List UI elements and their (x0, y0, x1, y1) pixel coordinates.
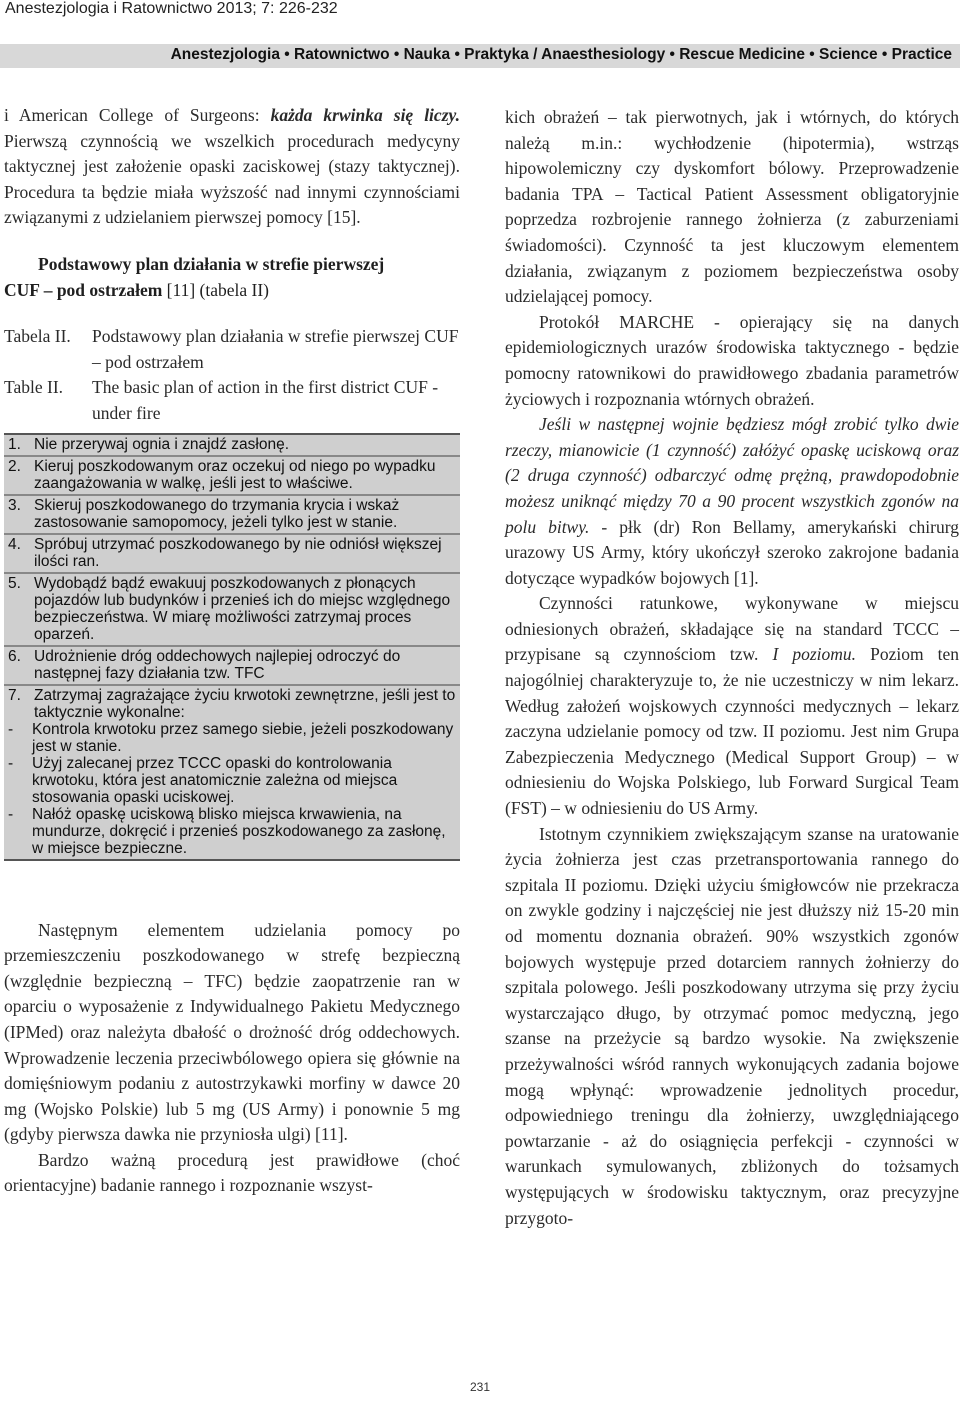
row-text: Kieruj poszkodowanym oraz oczekuj od niego po wypadku zaangażowania w walkę, jeśli jest to właściwe. (34, 457, 436, 492)
plan-table (4, 433, 460, 861)
heading-line-2: CUF – pod ostrzałem (4, 279, 163, 300)
table-caption (4, 324, 460, 426)
page-number: 231 (469, 1380, 491, 1394)
p4-part-b: Poziom ten najogólniej charakteryzuje to, że nie uczestniczy w nim lekarz. Według założeń wojskowych czynności medycznych – lekarz zaczyna udzielanie pomocy od tzw. II poziomu. Jest nim Grupa Zabezpieczenia Medycznego (Medical Support Group) – w odniesieniu do Wojska Polskiego, lub Forward Surgical Team (FST) – w odniesieniu do US Army. (505, 644, 959, 819)
body-paragraph (505, 591, 959, 821)
table-row (4, 686, 460, 861)
sub-dash: - (8, 754, 14, 772)
caption-text-pl: Podstawowy plan działania w strefie pierwszej CUF – pod ostrzałem (92, 326, 459, 372)
journal-tagline: Anestezjologia • Ratownictwo • Nauka • Praktyka / Anaesthesiology • Rescue Medicine • Science • Practice (170, 46, 952, 63)
row-number: 4. (8, 535, 21, 553)
body-paragraph: Następnym elementem udzielania pomocy po przemieszczeniu poszkodowanego w strefę bezpieczną (względnie bezpieczną – TFC) będzie zaopatrzenie ran w oparciu o wyposażenie z Indywidualnego Pakietu Medycznego (IPMed) oraz należyta dbałość o drożność dróg oddechowych. Wprowadzenie leczenia przeciwbólowego opiera się głównie na domięśniowym podaniu z autostrzykawki morfiny w dawce 20 mg (Wojsko Polskie) lub 5 mg (US Army) i ponownie 5 mg (gdyby pierwsza dawka nie przyniosła ulgi) [11]. (4, 919, 460, 1145)
row-text: Zatrzymaj zagrażające życiu krwotoki zewnętrzne, jeśli jest to taktycznie wykonalne: (34, 686, 456, 721)
row-text: Spróbuj utrzymać poszkodowanego by nie odniósł większej ilości ran. (34, 535, 442, 570)
row-number: 5. (8, 574, 21, 592)
row-number: 1. (8, 435, 21, 453)
journal-header-band (0, 44, 960, 68)
journal-reference: Anestezjologia i Ratownictwo 2013; 7: 226-232 (5, 0, 338, 17)
p4-emphasis: I poziomu. (772, 644, 857, 665)
row-number: 3. (8, 496, 21, 514)
caption-key-pl: Tabela II. (4, 326, 71, 347)
row-text: Nie przerywaj ognia i znajdź zasłonę. (34, 435, 290, 453)
table-row (4, 535, 460, 574)
caption-text-en: The basic plan of action in the first district CUF - under fire (92, 377, 439, 423)
row-number: 6. (8, 647, 21, 665)
intro-emphasis: każda krwinka się liczy. (270, 105, 460, 125)
sub-text: Nałóż opaskę uciskową blisko miejsca krwawienia, na mundurze, dokręcić i przenieś poszkodowanego za zasłonę, w miejsce bezpieczne. (32, 805, 446, 857)
heading-line-1: Podstawowy plan działania w strefie pierwszej (38, 253, 385, 274)
row-text: Skieruj poszkodowanego do trzymania krycia i wskaż zastosowanie samopomocy, jeżeli tylko jest w stanie. (34, 496, 400, 531)
intro-rest: Pierwszą czynnością we wszelkich procedurach medycyny taktycznej jest założenie opaski zaciskowej (stazy taktycznej). Procedura ta będzie miała wyższość nad innymi czynnościami związanymi z udzielaniem pierwszej pomocy [15]. (4, 130, 460, 228)
sub-item (8, 755, 456, 806)
sub-item (8, 721, 456, 755)
right-column (505, 105, 959, 1231)
row-number: 2. (8, 457, 21, 475)
sub-text: Kontrola krwotoku przez samego siebie, jeżeli poszkodowany jest w stanie. (32, 720, 454, 755)
table-row (4, 435, 460, 457)
quote-attribution: - płk (dr) Ron Bellamy, amerykański chirurg urazowy US Army, który ukończył szeroko zakrojone badania dotyczące wypadków bojowych [1]. (505, 516, 960, 588)
quote-paragraph (505, 412, 959, 591)
table-row (4, 647, 460, 686)
body-paragraph: Bardzo ważną procedurą jest prawidłowe (choć orientacyjne) badanie rannego i rozpoznanie wszyst- (4, 1149, 460, 1196)
section-heading (4, 252, 460, 303)
table-row (4, 496, 460, 535)
body-paragraph: Protokół MARCHE - opierający się na danych epidemiologicznych urazów środowiska taktycznego - będzie pomocny ratownikowi do prawidłowego zbadania parametrów życiowych i rozpoznania wtórnych obrażeń. (505, 311, 959, 409)
heading-reference: [11] (tabela II) (162, 279, 270, 300)
table-row (4, 574, 460, 647)
table-row (4, 457, 460, 496)
body-paragraph: Istotnym czynnikiem zwiększającym szanse na uratowanie życia żołnierza jest czas przetransportowania rannego do szpitala II poziomu. Dzięki użyciu śmigłowców nie przekracza on zwykle godziny i najczęściej nie jest dłuższy niż 15-20 min od momentu doznania obrażeń. 90% wszystkich zgonów bojowych występuje przed dotarciem rannych żołnierzy do szpitala polowego. Jeśli poszkodowany utrzyma się przy życiu wystarczająco długo, by otrzymać pomoc medyczną, jego szanse na przeżycie są bardzo wysokie. Na zwiększenie przeżywalności wśród rannych wykonujących zadania bojowe mogą wpłynąć: wprowadzenie jednolitych procedur, odpowiedniego treningu dla żołnierzy, uwzględniającego powtarzanie - aż do osiągnięcia perfekcji - czynności w warunkach symulowanych, zbliżonych do tożsamych występujących w środowisku taktycznym, oraz precyzyjne przygoto- (505, 823, 959, 1228)
intro-paragraph (4, 103, 460, 231)
sub-item (8, 806, 456, 857)
caption-key-en: Table II. (4, 377, 64, 398)
row-text: Wydobądź bądź ewakuuj poszkodowanych z płonących pojazdów lub budynków i przenieś ich do miejsc względnego bezpieczeństwa. W miarę możliwości zatrzymaj proces oparzeń. (34, 574, 451, 643)
left-column (4, 103, 460, 1199)
p4-part-a: Czynności ratunkowe, wykonywane w miejscu odniesionych obrażeń, składające się na standard TCCC – przypisane są czynnościom tzw. (505, 593, 959, 665)
quote-emphasis: Jeśli w następnej wojnie będziesz mógł zrobić tylko dwie rzeczy, mianowicie (1 czynność) załóżyć opaskę uciskową oraz (2 druga czynność) odbarczyć odmę prężną, prawdopodobnie możesz uniknąć między 70 a 90 procent wszystkich zgonów na polu bitwy. (505, 414, 959, 537)
sub-dash: - (8, 805, 14, 823)
intro-prefix: i American College of Surgeons: (4, 105, 271, 125)
sub-text: Użyj zalecanej przez TCCC opaski do kontrolowania krwotoku, która jest anatomicznie zależna od miejsca stosowania opaski uciskowej. (32, 754, 398, 806)
sub-dash: - (8, 720, 14, 738)
row-number: 7. (8, 686, 21, 704)
body-paragraph: kich obrażeń – tak pierwotnych, jak i wtórnych, do których należą m.in.: wychłodzenie (hipotermia), wstrząs hipowolemiczny czy dyskomfort bólowy. Przeprowadzenie badania TPA – Tactical Patient Assessment obligatoryjnie poprzedza rozbrojenie rannego żołnierza (z zaburzeniami świadomości). Czynność ta jest kluczowym elementem działania, związanym z poziomem bezpieczeństwa osoby udzielającej pomocy. (505, 107, 959, 307)
row-text: Udrożnienie dróg oddechowych najlepiej odroczyć do następnej fazy działania tzw. TFC (34, 647, 401, 682)
